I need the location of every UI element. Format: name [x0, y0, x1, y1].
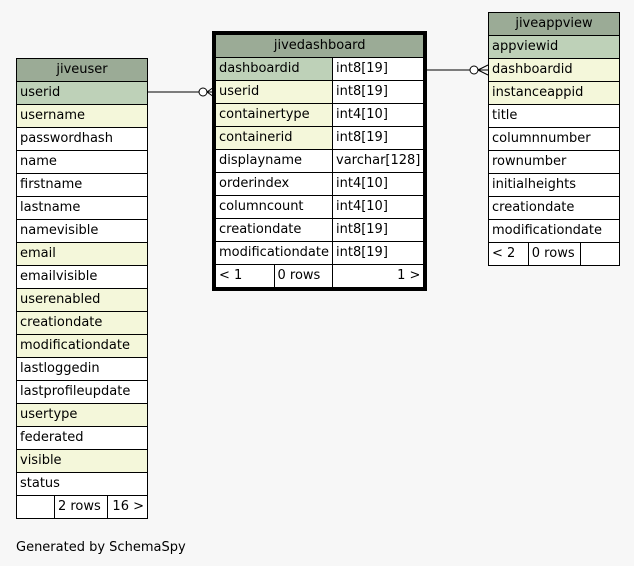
column-type: varchar[128] — [333, 150, 424, 173]
column-row[interactable] — [17, 151, 148, 174]
column-name: usertype — [17, 404, 148, 427]
column-row[interactable] — [17, 335, 148, 358]
table-jiveuser[interactable] — [16, 58, 148, 519]
column-name: visible — [17, 450, 148, 473]
column-row[interactable] — [216, 104, 424, 127]
column-type: int8[19] — [333, 58, 424, 81]
column-name: containertype — [216, 104, 333, 127]
column-row[interactable] — [489, 174, 620, 197]
column-row[interactable] — [17, 220, 148, 243]
column-name: dashboardid — [489, 59, 620, 82]
column-row[interactable] — [216, 58, 424, 81]
column-name: passwordhash — [17, 128, 148, 151]
column-type: int4[10] — [333, 104, 424, 127]
column-name: federated — [17, 427, 148, 450]
column-row[interactable] — [17, 358, 148, 381]
column-row[interactable] — [17, 289, 148, 312]
column-row[interactable] — [216, 127, 424, 150]
column-name: containerid — [216, 127, 333, 150]
column-row[interactable] — [216, 219, 424, 242]
column-row[interactable] — [489, 128, 620, 151]
column-row[interactable] — [17, 128, 148, 151]
table-header-row — [17, 59, 148, 82]
table-name: jiveappview — [489, 13, 620, 36]
column-name: columnnumber — [489, 128, 620, 151]
column-type: int8[19] — [333, 219, 424, 242]
column-name: email — [17, 243, 148, 266]
parent-count: < 1 — [216, 265, 275, 288]
column-name: status — [17, 473, 148, 496]
column-row[interactable] — [17, 427, 148, 450]
column-row[interactable] — [17, 197, 148, 220]
column-name: lastname — [17, 197, 148, 220]
table-header-row — [216, 35, 424, 58]
table-name: jivedashboard — [216, 35, 424, 58]
generated-by-note: Generated by SchemaSpy — [16, 540, 186, 555]
table-header-row — [489, 13, 620, 36]
column-row[interactable] — [17, 381, 148, 404]
column-name: userid — [17, 82, 148, 105]
table-footer-row — [489, 243, 620, 266]
table-footer-row — [17, 496, 148, 519]
column-name: modificationdate — [216, 242, 333, 265]
column-row[interactable] — [17, 473, 148, 496]
column-name: name — [17, 151, 148, 174]
column-name: displayname — [216, 150, 333, 173]
column-name: creationdate — [216, 219, 333, 242]
column-row[interactable] — [216, 242, 424, 265]
child-count: 1 > — [333, 265, 424, 288]
child-count: 16 > — [108, 496, 148, 519]
column-name: orderindex — [216, 173, 333, 196]
column-row[interactable] — [489, 36, 620, 59]
column-row[interactable] — [489, 105, 620, 128]
column-row[interactable] — [489, 151, 620, 174]
column-name: rownumber — [489, 151, 620, 174]
column-name: lastloggedin — [17, 358, 148, 381]
column-type: int8[19] — [333, 127, 424, 150]
column-row[interactable] — [17, 312, 148, 335]
column-row[interactable] — [17, 266, 148, 289]
column-name: instanceappid — [489, 82, 620, 105]
column-name: dashboardid — [216, 58, 333, 81]
parent-count — [17, 496, 55, 519]
column-name: lastprofileupdate — [17, 381, 148, 404]
column-row[interactable] — [489, 220, 620, 243]
column-row[interactable] — [216, 196, 424, 219]
column-row[interactable] — [17, 82, 148, 105]
table-footer-row — [216, 265, 424, 288]
column-row[interactable] — [216, 81, 424, 104]
column-name: modificationdate — [489, 220, 620, 243]
column-name: title — [489, 105, 620, 128]
column-row[interactable] — [17, 105, 148, 128]
column-row[interactable] — [216, 150, 424, 173]
column-row[interactable] — [17, 243, 148, 266]
table-name: jiveuser — [17, 59, 148, 82]
column-type: int8[19] — [333, 242, 424, 265]
column-type: int8[19] — [333, 81, 424, 104]
column-name: emailvisible — [17, 266, 148, 289]
column-name: firstname — [17, 174, 148, 197]
column-row[interactable] — [17, 174, 148, 197]
row-count: 2 rows — [54, 496, 107, 519]
column-row[interactable] — [17, 450, 148, 473]
column-name: namevisible — [17, 220, 148, 243]
column-name: creationdate — [489, 197, 620, 220]
row-count: 0 rows — [274, 265, 333, 288]
column-type: int4[10] — [333, 196, 424, 219]
parent-count: < 2 — [489, 243, 529, 266]
table-jivedashboard[interactable] — [215, 34, 424, 288]
row-count: 0 rows — [528, 243, 580, 266]
column-name: columncount — [216, 196, 333, 219]
column-name: userenabled — [17, 289, 148, 312]
column-row[interactable] — [17, 404, 148, 427]
column-row[interactable] — [489, 59, 620, 82]
relationship-dashboard-appview — [423, 65, 488, 75]
column-name: userid — [216, 81, 333, 104]
table-jiveappview[interactable] — [488, 12, 620, 266]
column-row[interactable] — [489, 82, 620, 105]
child-count — [580, 243, 619, 266]
column-name: initialheights — [489, 174, 620, 197]
relationship-user-dashboard — [147, 87, 214, 97]
column-row[interactable] — [216, 173, 424, 196]
column-type: int4[10] — [333, 173, 424, 196]
column-name: username — [17, 105, 148, 128]
column-name: appviewid — [489, 36, 620, 59]
column-name: creationdate — [17, 312, 148, 335]
column-name: modificationdate — [17, 335, 148, 358]
column-row[interactable] — [489, 197, 620, 220]
